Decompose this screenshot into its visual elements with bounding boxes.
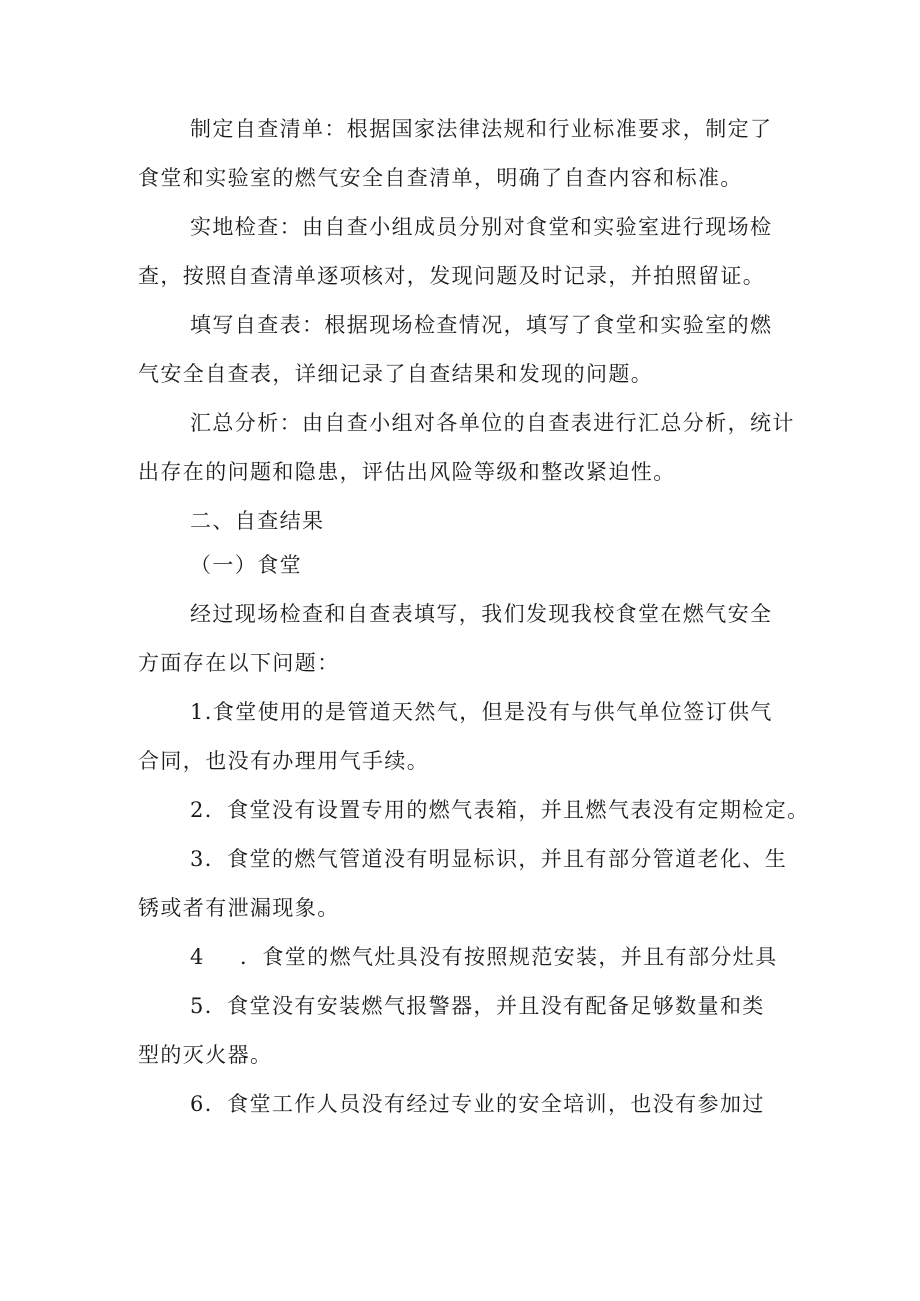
list-item-line: 5．食堂没有安装燃气报警器，并且没有配备足够数量和类 — [190, 994, 765, 1018]
paragraph-line: 气安全自查表，详细记录了自查结果和发现的问题。 — [138, 362, 654, 386]
list-item-line: 型的灭火器。 — [138, 1043, 273, 1067]
list-item-number: 4 — [190, 945, 205, 969]
paragraph-line: 方面存在以下问题： — [138, 651, 340, 675]
list-item-line: 3．食堂的燃气管道没有明显标识，并且有部分管道老化、生 — [190, 847, 788, 871]
paragraph-line: 实地检查：由自查小组成员分别对食堂和实验室进行现场检 — [190, 215, 773, 239]
paragraph-line: 出存在的问题和隐患，评估出风险等级和整改紧迫性。 — [138, 460, 676, 484]
section-heading: 二、自查结果 — [190, 509, 325, 533]
paragraph-line: 汇总分析：由自查小组对各单位的自查表进行汇总分析，统计 — [190, 411, 795, 435]
paragraph-line: 食堂和实验室的燃气安全自查清单，明确了自查内容和标准。 — [138, 166, 743, 190]
list-item-line: 6．食堂工作人员没有经过专业的安全培训，也没有参加过 — [190, 1092, 765, 1116]
subsection-heading: （一）食堂 — [190, 553, 302, 577]
paragraph-line: 制定自查清单：根据国家法律法规和行业标准要求，制定了 — [190, 117, 773, 141]
paragraph-line: 填写自查表：根据现场检查情况，填写了食堂和实验室的燃 — [190, 313, 773, 337]
list-item-line: 合同，也没有办理用气手续。 — [138, 749, 430, 773]
paragraph-line: 经过现场检查和自查表填写，我们发现我校食堂在燃气安全 — [190, 602, 773, 626]
list-item-line: 锈或者有泄漏现象。 — [138, 896, 340, 920]
list-item-line: ．食堂的燃气灶具没有按照规范安装，并且有部分灶具 — [240, 945, 778, 969]
paragraph-line: 查，按照自查清单逐项核对，发现问题及时记录，并拍照留证。 — [138, 264, 766, 288]
list-item-line: 1.食堂使用的是管道天然气，但是没有与供气单位签订供气 — [190, 700, 773, 724]
list-item-line: 2．食堂没有设置专用的燃气表箱，并且燃气表没有定期检定。 — [190, 798, 810, 822]
